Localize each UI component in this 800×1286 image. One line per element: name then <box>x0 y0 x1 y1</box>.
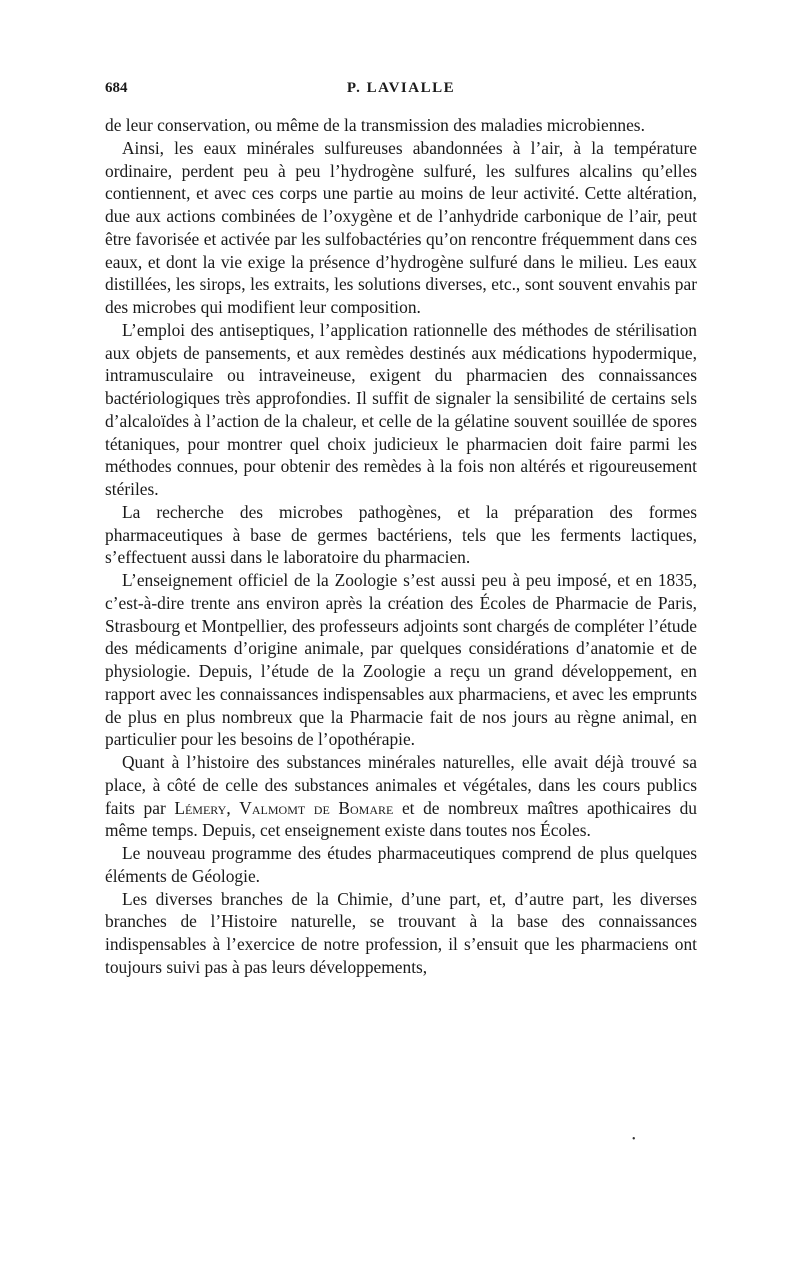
paragraph-zoology: L’enseignement officiel de la Zoologie s’est aussi peu à peu imposé, et en 1835, c’est-à-dire trente ans environ après la création des Écoles de Pharmacie de Paris, Strasbourg et Montpellier, des professeurs adjoints sont chargés de compléter l’étude des médicaments d’origine animale, par quelques considérations d’anatomie et de physiologie. Depuis, l’étude de la Zoologie a reçu un grand développement, en rapport avec les connaissances indispensables aux pharmaciens, et avec les emprunts de plus en plus nombreux que la Pharmacie fait de nos jours au règne animal, en particulier pour les besoins de l’opothérapie. <box>105 570 697 750</box>
mineral-text-between: , <box>226 797 231 818</box>
stray-ink-mark: • <box>632 1134 636 1145</box>
paragraph-mineral-substances <box>105 751 697 842</box>
page-number: 684 <box>105 80 128 96</box>
author-name-valmont-de-bomare: Valmomt de Bomare <box>239 797 394 818</box>
running-title: P. LAVIALLE <box>346 80 456 96</box>
paragraph-chemistry-natural-history: Les diverses branches de la Chimie, d’une part, et, d’autre part, les diverses branches de l’Histoire naturelle, se trouvant à la base des connaissances indispensables à l’exercice de notre profession, il s’ensuit que les pharmaciens ont toujours suivi pas à pas leurs développements, <box>105 888 697 977</box>
author-name-lemery: Lémery <box>174 797 227 818</box>
mineral-text-before: Quant à l’histoire des substances minérales naturelles, elle avait déjà trouvé sa place, à côté de celle des substances animales et végétales, dans les cours publics faits par <box>105 752 697 818</box>
book-page <box>105 78 697 979</box>
paragraph-antiseptics: L’emploi des antiseptiques, l’application rationnelle des méthodes de stérilisation aux objets de pansements, et aux remèdes destinés aux médications hypodermique, intramusculaire ou intraveineuse, exigent du pharmacien des connaissances bactériologiques très approfondies. Il suffit de signaler la sensibilité de certains sels d’alcaloïdes à l’action de la chaleur, et celle de la gélatine souvent souillée de spores tétaniques, pour montrer quel choix judicieux le pharmacien doit faire parmi les méthodes connues, pour obtenir des remèdes à la fois non altérés et rigoureusement stériles. <box>105 319 697 499</box>
paragraph-mineral-waters: Ainsi, les eaux minérales sulfureuses abandonnées à l’air, à la température ordinaire, perdent peu à peu l’hydrogène sulfuré, les sulfures alcalins qu’elles contiennent, et avec ces corps une partie au moins de leur activité. Cette altération, due aux actions combinées de l’oxygène et de l’anhydride carbonique de l’air, peut être favorisée et activée par les sulfobactéries qu’on rencontre fréquemment dans ces eaux, et dont la vie exige la présence d’hydrogène sulfuré dans le milieu. Les eaux distillées, les sirops, les extraits, les solutions diverses, etc., sont souvent envahis par des microbes qui modifient leur composition. <box>105 137 697 317</box>
running-head <box>105 78 697 108</box>
paragraph-geology: Le nouveau programme des études pharmaceutiques comprend de plus quelques éléments de Géologie. <box>105 843 697 886</box>
mineral-text-after: et de nombreux maîtres apothicaires du même temps. Depuis, cet enseignement existe dans toutes nos Écoles. <box>105 797 697 841</box>
body-text <box>105 114 697 979</box>
paragraph-pathogenic-microbes: La recherche des microbes pathogènes, et la préparation des formes pharmaceutiques à base de germes bactériens, tels que les ferments lactiques, s’effectuent aussi dans le laboratoire du pharmacien. <box>105 501 697 568</box>
paragraph-continuation: de leur conservation, ou même de la transmission des maladies microbiennes. <box>105 115 645 135</box>
